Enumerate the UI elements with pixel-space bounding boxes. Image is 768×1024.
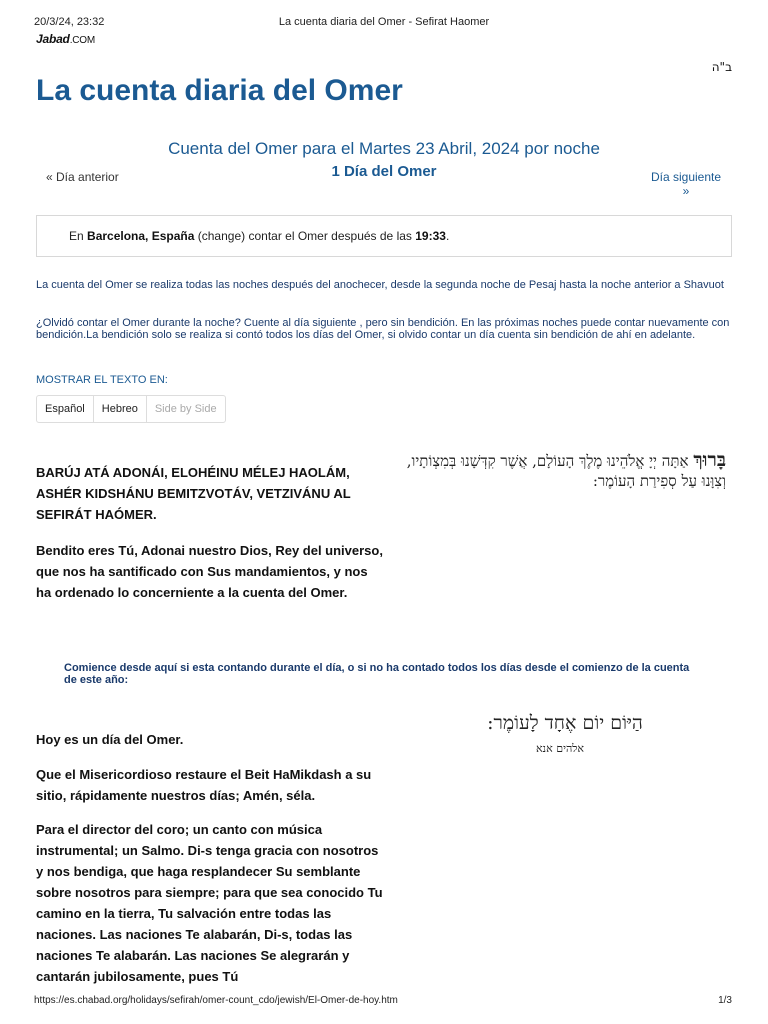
blessing-translation: Bendito eres Tú, Adonai nuestro Dios, Rey del universo, que nos ha santificado con Sus mandamientos, y nos ha ordenado lo concerniente a la cuenta del Omer.	[36, 543, 383, 600]
psalm-text: Para el director del coro; un canto con música instrumental; un Salmo. Di-s tenga gracia con nosotros y nos bendiga, que haga resplandecer Su semblante sobre nosotros para siempre; para que sea conocido Tu camino en la tierra, Tu salvación entre todas las naciones. Las naciones Te alabarán, Di-s, todas las naciones Te alabarán. Las naciones Se alegrarán y cantarán jubilosamente, pues Tú	[36, 822, 383, 984]
language-toggle	[36, 395, 226, 423]
spanish-button[interactable]: Español	[37, 396, 94, 422]
print-datetime: 20/3/24, 23:32	[34, 16, 105, 28]
location-prefix: En	[69, 229, 84, 243]
bh-mark: ב"ה	[711, 60, 732, 74]
hebrew-button[interactable]: Hebreo	[94, 396, 147, 422]
count-date-subtitle: Cuenta del Omer para el Martes 23 Abril, 2024 por noche	[168, 139, 600, 158]
hebrew-blessing-first-word: בָּרוּךְ	[693, 449, 726, 471]
side-by-side-button[interactable]: Side by Side	[154, 403, 217, 415]
change-location-link[interactable]: (change)	[197, 229, 246, 243]
hebrew-blessing-rest: אַתָּה יְיָ אֱלֹהֵינוּ מֶלֶךְ הָעוֹלָם, אֲשֶׁר קִדְּשָׁנוּ בְּמִצְוֹתָיו, וְצִוָּנוּ עַל סְפִירַת הָעוֹמֶר:	[406, 452, 726, 490]
today-count-text: Hoy es un día del Omer.	[36, 732, 184, 747]
omer-info-text: La cuenta del Omer se realiza todas las noches después del anochecer, desde la segunda noche de Pesaj hasta la noche anterior a Shavuot	[36, 279, 724, 291]
logo-suffix: .COM	[69, 35, 95, 46]
beit-hamikdash-prayer: Que el Misericordioso restaure el Beit HaMikdash a su sitio, rápidamente nuestros días; Amén, séla.	[36, 767, 372, 803]
forgot-count-text: ¿Olvidó contar el Omer durante la noche? Cuente al día siguiente , pero sin bendición. En las próximas noches puede contar nuevamente con bendición.La bendición solo se realiza si contó todos los días del Omer, si olvido contar un día cuenta sin bendición de ahí en adelante.	[36, 317, 730, 341]
blessing-transliteration: BARÚJ ATÁ ADONÁI, ELOHÉINU MÉLEJ HAOLÁM, ASHÉR KIDSHÁNU BEMITZVOTÁV, VETZIVÁNU AL SEFIRÁT HAÓMER.	[36, 465, 351, 522]
next-day-link[interactable]	[646, 170, 726, 198]
page-heading: La cuenta diaria del Omer	[36, 74, 403, 107]
daytime-note: Comience desde aquí si esta contando durante el día, o si no ha contado todos los días desde el comienzo de la cuenta de este año:	[64, 662, 690, 686]
hebrew-count: הַיּוֹם יוֹם אֶחָד לָעוֹמֶר:	[487, 712, 643, 734]
next-day-arrow: »	[682, 184, 690, 198]
next-day-label: Día siguiente	[650, 170, 722, 184]
omer-day-title: 1 Día del Omer	[331, 163, 437, 180]
hebrew-count-sub: אלהים אנא	[535, 742, 585, 755]
print-page-number: 1/3	[718, 995, 732, 1006]
location-time: 19:33	[415, 229, 446, 243]
site-logo[interactable]	[36, 32, 95, 46]
location-text	[69, 229, 449, 243]
location-place: Barcelona, España	[87, 229, 195, 243]
location-end: .	[445, 229, 450, 243]
previous-day-link[interactable]: « Día anterior	[46, 170, 119, 184]
location-middle: contar el Omer después de las	[248, 229, 412, 243]
show-text-label: MOSTRAR EL TEXTO EN:	[36, 374, 168, 386]
print-url: https://es.chabad.org/holidays/sefirah/omer-count_cdo/jewish/El-Omer-de-hoy.htm	[34, 995, 398, 1006]
print-page-title: La cuenta diaria del Omer - Sefirat Haomer	[278, 16, 490, 28]
logo-name: Jabad	[36, 32, 70, 46]
hebrew-blessing	[400, 450, 726, 491]
